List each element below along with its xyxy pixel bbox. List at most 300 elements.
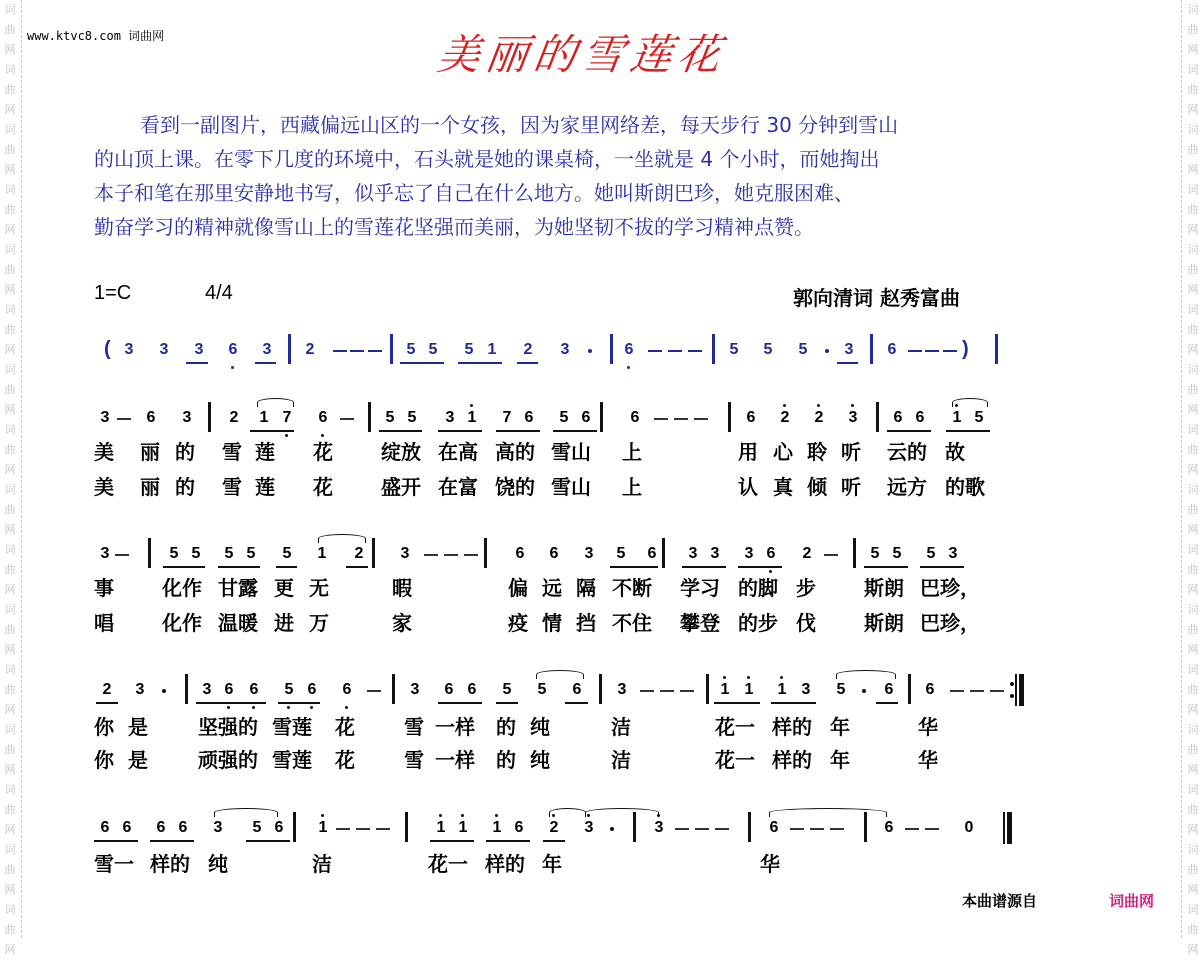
watermark-char: 曲 xyxy=(1187,683,1199,696)
watermark-char: 曲 xyxy=(1187,563,1199,576)
lyric-syllable: 一样 xyxy=(435,715,475,739)
watermark-group xyxy=(1,720,19,780)
lyric-syllable: 的歌 xyxy=(945,475,985,499)
lyric-syllable: 上 xyxy=(622,440,642,464)
lyric-syllable: 无 xyxy=(309,576,329,600)
augmentation-dot xyxy=(862,689,866,693)
watermark-char: 曲 xyxy=(1187,623,1199,636)
watermark-char: 词 xyxy=(1187,63,1199,76)
watermark-char: 词 xyxy=(4,603,16,616)
lyric-syllable: 在高 xyxy=(438,440,478,464)
watermark-char: 曲 xyxy=(4,83,16,96)
lyric-syllable: 丽 xyxy=(140,475,160,499)
note: 3 xyxy=(617,681,627,698)
beam-underline xyxy=(920,566,964,568)
watermark-group xyxy=(1184,900,1202,960)
lyric-syllable: 温暖 xyxy=(218,611,258,635)
bar-line xyxy=(610,334,613,364)
note: 2 xyxy=(549,819,559,836)
octave-dot-above xyxy=(851,404,854,407)
watermark-char: 网 xyxy=(1187,523,1199,536)
watermark-char: 词 xyxy=(1187,543,1199,556)
lyric-syllable: 斯朗 xyxy=(864,611,904,635)
watermark-char: 曲 xyxy=(4,563,16,576)
watermark-column-right xyxy=(1183,0,1202,956)
note: 1 xyxy=(952,409,962,426)
beam-underline xyxy=(430,840,474,842)
watermark-char: 曲 xyxy=(4,923,16,936)
watermark-char: 曲 xyxy=(1187,383,1199,396)
bar-line xyxy=(712,334,715,364)
lyric-syllable: 聆 xyxy=(807,440,827,464)
watermark-char: 曲 xyxy=(1187,83,1199,96)
duration-dash xyxy=(356,828,370,830)
note: 6 xyxy=(100,819,110,836)
credits: 郭向清词 赵秀富曲 xyxy=(793,286,960,310)
watermark-group xyxy=(1,120,19,180)
note: 6 xyxy=(647,545,657,562)
lyric-syllable: 一样 xyxy=(435,748,475,772)
song-title: 美丽的雪莲花 xyxy=(434,30,730,79)
watermark-char: 曲 xyxy=(4,23,16,36)
note: 6 xyxy=(122,819,132,836)
note: 1 xyxy=(720,681,730,698)
octave-dot-above xyxy=(723,676,726,679)
intro-paragraph xyxy=(94,108,1014,244)
source-link[interactable]: 词曲网 xyxy=(1109,892,1155,910)
watermark-char: 词 xyxy=(4,243,16,256)
watermark-char: 词 xyxy=(1187,243,1199,256)
note: 6 xyxy=(925,681,935,698)
lyric-syllable: 的 xyxy=(175,475,195,499)
watermark-char: 曲 xyxy=(1187,803,1199,816)
watermark-char: 网 xyxy=(1187,283,1199,296)
watermark-char: 曲 xyxy=(1187,923,1199,936)
site-url-text[interactable]: www.ktvc8.com xyxy=(27,29,121,43)
watermark-char: 网 xyxy=(4,523,16,536)
watermark-char: 词 xyxy=(4,63,16,76)
lyric-syllable: 学习 xyxy=(680,576,720,600)
note: 3 xyxy=(654,819,664,836)
beam-underline xyxy=(876,702,898,704)
note: 6 xyxy=(224,681,234,698)
note: 5 xyxy=(464,341,474,358)
watermark-char: 网 xyxy=(1187,223,1199,236)
note: 6 xyxy=(249,681,259,698)
note: 1 xyxy=(744,681,754,698)
beam-underline xyxy=(458,362,502,364)
watermark-char: 词 xyxy=(1187,183,1199,196)
lyric-syllable: 万 xyxy=(309,611,329,635)
note: 6 xyxy=(146,409,156,426)
beam-underline xyxy=(565,702,588,704)
bar-line xyxy=(728,402,731,432)
bar-line xyxy=(484,538,487,568)
bar-line xyxy=(908,674,911,704)
note: 6 xyxy=(893,409,903,426)
lyric-syllable: 花 xyxy=(313,475,333,499)
watermark-char: 网 xyxy=(4,823,16,836)
source-label: 本曲谱源自 xyxy=(962,892,1038,910)
duration-dash xyxy=(950,690,964,692)
watermark-char: 词 xyxy=(4,843,16,856)
bar-line xyxy=(208,402,211,432)
watermark-group xyxy=(1,480,19,540)
note: 3 xyxy=(213,819,223,836)
note: 5 xyxy=(974,409,984,426)
watermark-char: 词 xyxy=(1187,303,1199,316)
watermark-char: 网 xyxy=(4,103,16,116)
octave-dot-above xyxy=(461,814,464,817)
duration-dash xyxy=(464,554,478,556)
watermark-char: 词 xyxy=(1187,603,1199,616)
lyric-syllable: 雪 xyxy=(404,715,424,739)
note: 5 xyxy=(284,681,294,698)
lyric-syllable: 纯 xyxy=(530,715,550,739)
watermark-char: 曲 xyxy=(4,263,16,276)
beam-underline xyxy=(246,840,290,842)
beam-underline xyxy=(682,566,726,568)
watermark-char: 网 xyxy=(1187,823,1199,836)
tie-arc xyxy=(769,808,887,817)
duration-dash xyxy=(333,350,347,352)
beam-underline xyxy=(218,566,260,568)
watermark-char: 词 xyxy=(4,723,16,736)
note: 6 xyxy=(769,819,779,836)
note: 3 xyxy=(410,681,420,698)
note: 6 xyxy=(887,341,897,358)
watermark-char: 词 xyxy=(1187,723,1199,736)
watermark-char: 网 xyxy=(1187,163,1199,176)
time-signature: 4/4 xyxy=(205,282,233,304)
watermark-char: 词 xyxy=(4,483,16,496)
watermark-group xyxy=(1184,60,1202,120)
note: 3 xyxy=(182,409,192,426)
octave-dot-above xyxy=(495,814,498,817)
duration-dash xyxy=(810,828,824,830)
bar-line xyxy=(390,334,393,364)
note: 1 xyxy=(487,341,497,358)
note: 6 xyxy=(156,819,166,836)
bar-line xyxy=(662,538,665,568)
beam-underline xyxy=(738,566,782,568)
note: 6 xyxy=(228,341,238,358)
note: 3 xyxy=(100,545,110,562)
lyric-syllable: 雪山 xyxy=(551,475,591,499)
octave-dot-below xyxy=(627,366,630,369)
note: 5 xyxy=(282,545,292,562)
beam-underline xyxy=(553,430,597,432)
note: 6 xyxy=(549,545,559,562)
watermark-char: 网 xyxy=(4,223,16,236)
lyric-syllable: 偏 xyxy=(508,576,528,600)
beam-underline xyxy=(276,566,297,568)
tie-arc xyxy=(836,670,896,679)
watermark-char: 词 xyxy=(1187,423,1199,436)
intro-line: 勤奋学习的精神就像雪山上的雪莲花坚强而美丽，为她坚韧不拔的学习精神点赞。 xyxy=(94,215,814,239)
beam-underline xyxy=(837,362,858,364)
lyric-syllable: 甘露 xyxy=(218,576,258,600)
note: 6 xyxy=(342,681,352,698)
intro-line: 的山顶上课。在零下几度的环境中，石头就是她的课桌椅，一坐就是 4 个小时，而她掏出 xyxy=(94,147,880,171)
watermark-char: 词 xyxy=(4,543,16,556)
lyric-syllable: 莲 xyxy=(255,475,275,499)
note: 2 xyxy=(780,409,790,426)
watermark-char: 词 xyxy=(4,363,16,376)
octave-dot-below xyxy=(285,434,288,437)
note: 6 xyxy=(515,545,525,562)
bar-line xyxy=(706,674,709,704)
beam-underline xyxy=(486,840,530,842)
bar-line xyxy=(853,538,856,568)
bar-line xyxy=(293,812,296,842)
watermark-char: 词 xyxy=(4,303,16,316)
bar-line xyxy=(368,402,371,432)
note: 2 xyxy=(102,681,112,698)
watermark-char: 词 xyxy=(1187,363,1199,376)
beam-underline xyxy=(714,702,760,704)
lyric-syllable: 的 xyxy=(496,748,516,772)
watermark-char: 词 xyxy=(1187,3,1199,16)
duration-dash xyxy=(824,554,838,556)
duration-dash xyxy=(368,350,382,352)
duration-dash xyxy=(715,828,729,830)
bar-line xyxy=(372,538,375,568)
note: 3 xyxy=(400,545,410,562)
duration-dash xyxy=(648,350,662,352)
note: 5 xyxy=(385,409,395,426)
tie-arc xyxy=(214,808,278,817)
watermark-char: 曲 xyxy=(4,683,16,696)
paren: ) xyxy=(962,338,969,360)
note: 5 xyxy=(870,545,880,562)
watermark-char: 网 xyxy=(1187,883,1199,896)
watermark-char: 曲 xyxy=(1187,203,1199,216)
watermark-char: 曲 xyxy=(4,863,16,876)
note: 3 xyxy=(100,409,110,426)
bar-line xyxy=(392,674,395,704)
divider-left xyxy=(21,0,22,938)
watermark-char: 网 xyxy=(4,463,16,476)
lyric-syllable: 倾 xyxy=(807,475,827,499)
octave-dot-above xyxy=(780,676,783,679)
lyric-syllable: 样的 xyxy=(772,715,812,739)
lyric-syllable: 远 xyxy=(542,576,562,600)
lyric-syllable: 花 xyxy=(313,440,333,464)
octave-dot-below xyxy=(321,434,324,437)
watermark-char: 网 xyxy=(4,943,16,956)
watermark-char: 曲 xyxy=(4,743,16,756)
watermark-char: 曲 xyxy=(1187,743,1199,756)
note: 5 xyxy=(763,341,773,358)
watermark-char: 网 xyxy=(1187,463,1199,476)
note: 3 xyxy=(445,409,455,426)
note: 1 xyxy=(777,681,787,698)
watermark-group xyxy=(1,60,19,120)
lyric-syllable: 花一 xyxy=(715,715,755,739)
bar-line xyxy=(148,538,151,568)
repeat-bar-thick xyxy=(1019,674,1024,706)
note: 6 xyxy=(884,819,894,836)
note: 3 xyxy=(202,681,212,698)
duration-dash xyxy=(336,828,350,830)
watermark-char: 曲 xyxy=(4,323,16,336)
lyric-syllable: 莲 xyxy=(255,440,275,464)
note: 3 xyxy=(124,341,134,358)
site-url[interactable] xyxy=(27,27,164,44)
lyric-syllable: 样的 xyxy=(772,748,812,772)
note: 3 xyxy=(801,681,811,698)
lyric-syllable: 家 xyxy=(392,611,412,635)
watermark-char: 网 xyxy=(1187,943,1199,956)
note: 3 xyxy=(710,545,720,562)
note: 1 xyxy=(492,819,502,836)
intro-line: 本子和笔在那里安静地书写，似乎忘了自己在什么地方。她叫斯朗巴珍，她克服困难、 xyxy=(94,181,854,205)
staff-row-verse-c xyxy=(0,680,1202,720)
lyric-syllable: 华 xyxy=(918,748,938,772)
watermark-char: 网 xyxy=(4,643,16,656)
duration-dash xyxy=(340,418,354,420)
beam-underline xyxy=(864,566,908,568)
note: 1 xyxy=(318,819,328,836)
lyric-syllable: 雪山 xyxy=(551,440,591,464)
watermark-char: 网 xyxy=(4,883,16,896)
watermark-char: 网 xyxy=(4,43,16,56)
lyric-syllable: 是 xyxy=(128,748,148,772)
lyric-syllable: 样的 xyxy=(485,852,525,876)
lyric-syllable: 雪 xyxy=(222,440,242,464)
watermark-char: 词 xyxy=(1187,843,1199,856)
note: 6 xyxy=(884,681,894,698)
note: 3 xyxy=(159,341,169,358)
duration-dash xyxy=(694,418,708,420)
lyric-syllable: 心 xyxy=(773,440,793,464)
note: 5 xyxy=(836,681,846,698)
note: 5 xyxy=(169,545,179,562)
watermark-char: 词 xyxy=(4,903,16,916)
lyric-syllable: 顽强的 xyxy=(198,748,258,772)
lyric-syllable: 你 xyxy=(94,748,114,772)
watermark-char: 曲 xyxy=(1187,443,1199,456)
octave-dot-below xyxy=(252,706,255,709)
duration-dash xyxy=(680,690,694,692)
watermark-group xyxy=(1184,600,1202,660)
watermark-char: 网 xyxy=(1187,403,1199,416)
watermark-char: 网 xyxy=(4,343,16,356)
beam-underline xyxy=(610,566,658,568)
lyric-syllable: 故 xyxy=(945,440,965,464)
note: 6 xyxy=(467,681,477,698)
watermark-char: 曲 xyxy=(1187,143,1199,156)
lyric-syllable: 丽 xyxy=(140,440,160,464)
duration-dash xyxy=(367,690,381,692)
beam-underline xyxy=(150,840,194,842)
end-bar-thin xyxy=(1003,812,1005,844)
note: 5 xyxy=(407,409,417,426)
duration-dash xyxy=(688,350,702,352)
lyric-syllable: 事 xyxy=(94,576,114,600)
note: 5 xyxy=(191,545,201,562)
note: 2 xyxy=(523,341,533,358)
lyric-syllable: 听 xyxy=(841,475,861,499)
repeat-bar-thin xyxy=(1015,674,1017,706)
watermark-char: 曲 xyxy=(1187,863,1199,876)
watermark-char: 网 xyxy=(1187,583,1199,596)
lyric-syllable: 洁 xyxy=(312,852,332,876)
note: 7 xyxy=(502,409,512,426)
note: 3 xyxy=(744,545,754,562)
beam-underline xyxy=(400,362,444,364)
note: 6 xyxy=(318,409,328,426)
note: 3 xyxy=(262,341,272,358)
watermark-char: 网 xyxy=(4,763,16,776)
lyric-syllable: 的脚 xyxy=(738,576,778,600)
bar-line xyxy=(748,812,751,842)
lyric-syllable: 纯 xyxy=(530,748,550,772)
lyric-syllable: 巴珍， xyxy=(920,611,980,635)
lyric-syllable: 唱 xyxy=(94,611,114,635)
lyric-syllable: 听 xyxy=(841,440,861,464)
augmentation-dot xyxy=(825,349,829,353)
lyric-syllable: 盛开 xyxy=(381,475,421,499)
watermark-char: 曲 xyxy=(1187,263,1199,276)
beam-underline xyxy=(887,430,931,432)
note: 5 xyxy=(798,341,808,358)
lyric-syllable: 情 xyxy=(542,611,562,635)
note: 6 xyxy=(766,545,776,562)
note: 5 xyxy=(252,819,262,836)
watermark-group xyxy=(1,0,19,60)
lyric-syllable: 上 xyxy=(622,475,642,499)
beam-underline xyxy=(250,430,294,432)
lyric-syllable: 花一 xyxy=(428,852,468,876)
watermark-char: 网 xyxy=(1187,703,1199,716)
beam-underline xyxy=(946,430,990,432)
watermark-column-left xyxy=(0,0,20,956)
watermark-char: 曲 xyxy=(4,203,16,216)
note: 6 xyxy=(746,409,756,426)
watermark-char: 词 xyxy=(1187,903,1199,916)
watermark-char: 词 xyxy=(4,423,16,436)
lyric-syllable: 洁 xyxy=(611,715,631,739)
note: 3 xyxy=(688,545,698,562)
duration-dash xyxy=(943,350,957,352)
watermark-char: 曲 xyxy=(4,503,16,516)
beam-underline xyxy=(771,702,816,704)
watermark-group xyxy=(1184,720,1202,780)
watermark-char: 曲 xyxy=(1187,23,1199,36)
watermark-char: 词 xyxy=(4,3,16,16)
note: 1 xyxy=(436,819,446,836)
lyric-syllable: 的 xyxy=(496,715,516,739)
note: 6 xyxy=(572,681,582,698)
lyric-syllable: 坚强的 xyxy=(198,715,258,739)
bar-line xyxy=(995,334,998,364)
note: 3 xyxy=(848,409,858,426)
watermark-char: 网 xyxy=(1187,763,1199,776)
augmentation-dot xyxy=(610,827,614,831)
lyric-syllable: 雪一 xyxy=(94,852,134,876)
staff-row-intro xyxy=(0,340,1202,380)
duration-dash xyxy=(117,418,131,420)
watermark-char: 曲 xyxy=(4,443,16,456)
note: 2 xyxy=(229,409,239,426)
lyric-syllable: 隔 xyxy=(576,576,596,600)
beam-underline xyxy=(163,566,205,568)
octave-dot-above xyxy=(747,676,750,679)
watermark-char: 网 xyxy=(1187,343,1199,356)
lyric-syllable: 纯 xyxy=(208,852,228,876)
